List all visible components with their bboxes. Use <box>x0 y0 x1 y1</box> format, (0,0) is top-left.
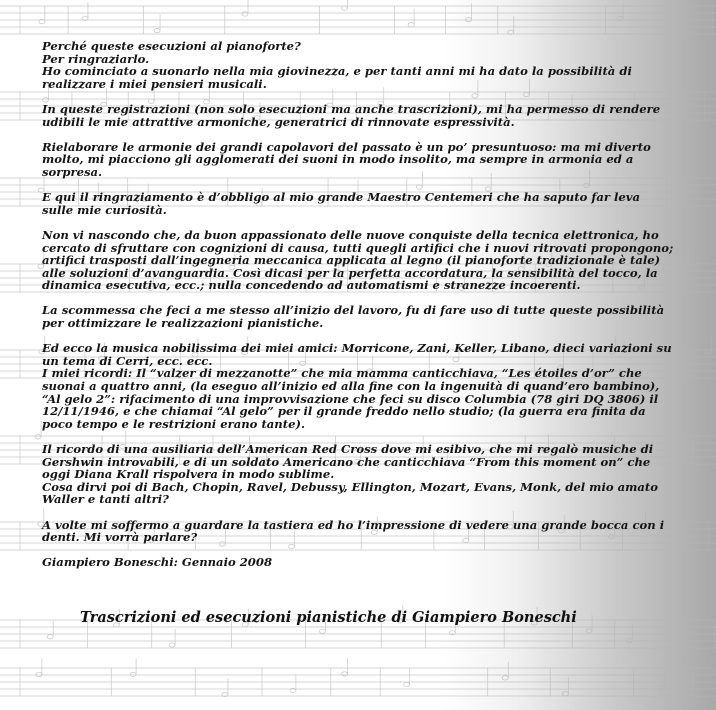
text-line: E qui il ringraziamento è d’obbligo al mio grande Maestro Centemeri che ha saputo far leva sulle mie curiosità. <box>42 190 641 217</box>
text-line: Ed ecco la musica nobilissima dei miei amici: Morricone, Zani, Keller, Libano, dieci variazioni su un tema di Cerri, ecc. ecc. <box>42 341 672 368</box>
paragraph-6 <box>42 304 674 329</box>
signature: Giampiero Boneschi: Gennaio 2008 <box>42 555 273 570</box>
text-line: Cosa dirvi poi di Bach, Chopin, Ravel, Debussy, Ellington, Mozart, Evans, Monk, del mio amato Waller e tanti altri? <box>42 479 658 507</box>
text-line: Il ricordo di una ausiliaria dell’American Red Cross dove mi esibivo, che mi regalò musiche di Gershwin introvabili, e di un soldato Americano che canticchiava “From this moment on” che oggi Diana Krall rispolvera in modo sublime. <box>42 442 654 482</box>
paragraph-7 <box>42 342 674 430</box>
paragraph-1 <box>42 40 674 90</box>
letter-body <box>42 40 674 582</box>
paragraph-8 <box>42 443 674 506</box>
text-line: Perché queste esecuzioni al pianoforte? <box>42 39 301 53</box>
paragraph-9 <box>42 519 674 544</box>
footer-title: Trascrizioni ed esecuzioni pianistiche di Giampiero Boneschi <box>80 609 577 626</box>
text-line: Per ringraziarlo. <box>42 51 150 66</box>
paragraph-2 <box>42 103 674 128</box>
text-line: I miei ricordi: Il “valzer di mezzanotte” che mia mamma canticchiava, “Les étoiles d’or” che suonai a quattro anni, (la eseguo all’inizio ed alla fine con la ingenuità di quand’ero bambino), “Al gelo 2”: rifacimento di una improvvisazione che feci su disco Columbia (78 giri DQ 3806) il 12/11/1946, e che chiamai “Al gelo” per il grande freddo nello studio; (la guerra era finita da poco tempo e le restrizioni erano tante). <box>42 366 660 431</box>
text-line: In queste registrazioni (non solo esecuzioni ma anche trascrizioni), mi ha permesso di rendere udibili le mie attrattive armoniche, generatrici di rinnovate espressività. <box>42 101 661 129</box>
paragraph-4 <box>42 191 674 216</box>
text-line: A volte mi soffermo a guardare la tastiera ed ho l’impressione di vedere una grande bocca con i denti. Mi vorrà parlare? <box>42 517 665 545</box>
text-line: La scommessa che feci a me stesso all’inizio del lavoro, fu di fare uso di tutte queste possibilità per ottimizzare le realizzazioni pianistiche. <box>42 303 665 331</box>
text-line: Non vi nascondo che, da buon appassionato delle nuove conquiste della tecnica elettronica, ho cercato di sfruttare con cognizioni di causa, tutti quegli artifici che i nuovi ritrovati propongono; artifici trasposti dall’ingegneria meccanica applicata al legno (il pianoforte tradizionale è tale) alle soluzioni d’avanguardia. Così dicasi per la perfetta accordatura, la sensibilità del tocco, la dinamica esecutiva, ecc.; nulla concedendo ad automatismi e stranezze incoerenti. <box>42 227 674 293</box>
paragraph-5 <box>42 229 674 292</box>
text-line: Rielaborare le armonie dei grandi capolavori del passato è un po’ presuntuoso: ma mi diverto molto, mi piacciono gli agglomerati dei suoni in modo insolito, ma sempre in armonia ed a sorpresa. <box>42 139 651 179</box>
paragraph-3 <box>42 141 674 179</box>
text-line: Ho cominciato a suonarlo nella mia giovinezza, e per tanti anni mi ha dato la possibilità di realizzare i miei pensieri musicali. <box>42 64 632 91</box>
